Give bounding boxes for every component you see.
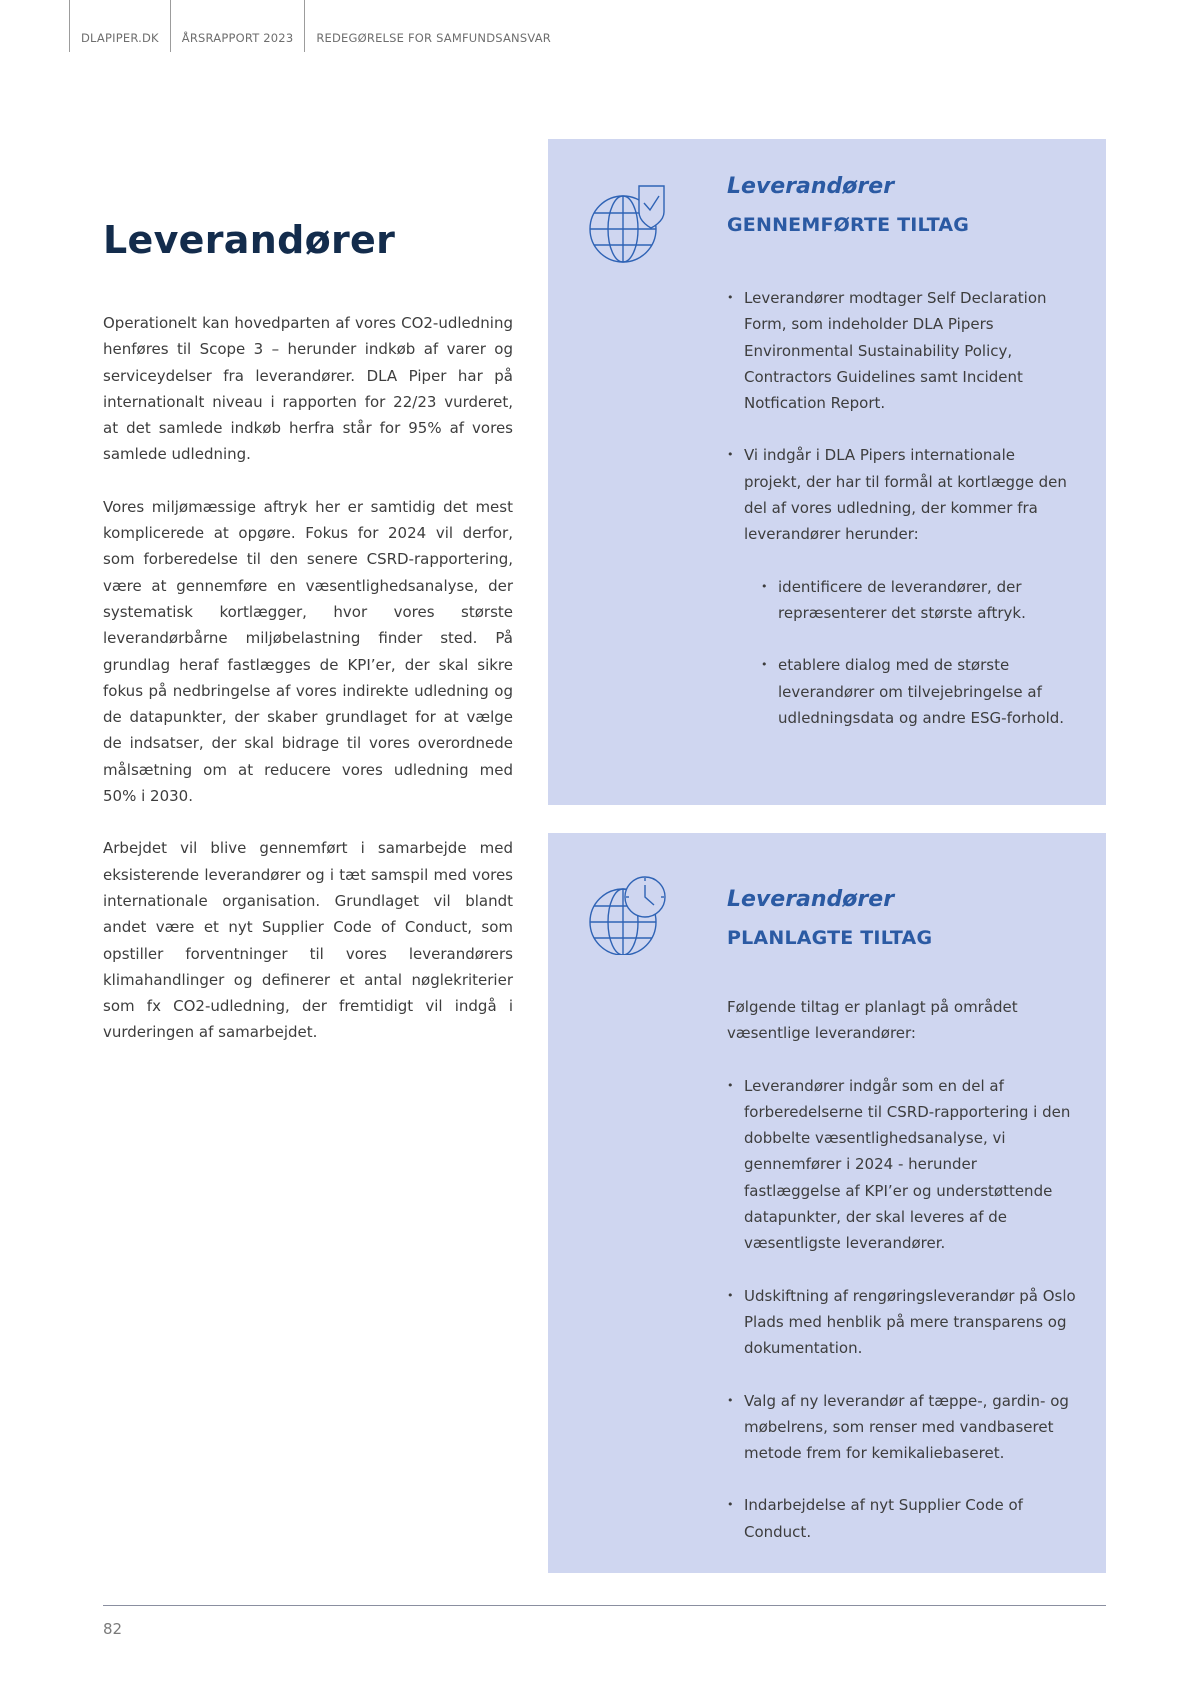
list-item: • Udskiftning af rengøringsleverandør på Oslo Plads med henblik på mere transparens og dokumentation. bbox=[727, 1283, 1076, 1362]
panel-intro: Følgende tiltag er planlagt på området væsentlige leverandører: bbox=[727, 998, 1018, 1043]
panel-subtitle: GENNEMFØRTE TILTAG bbox=[727, 214, 970, 236]
nav-item-website[interactable]: DLAPIPER.DK bbox=[69, 0, 170, 52]
panel-title: Leverandører bbox=[727, 887, 895, 912]
planned-list bbox=[727, 1073, 1076, 1545]
paragraph: Vores miljømæssige aftryk her er samtidig det mest komplicerede at opgøre. Fokus for 2024 vil derfor, som forberedelse til den senere CSRD-rapportering, være at gennemføre en væsentlighedsanalyse, der systematisk kortlægger, hvor vores største leverandørbårne miljøbelastning finder sted. På grundlag heraf fastlægges de KPI’er, der skal sikre fokus på nedbringelse af vores indirekte udledning og de datapunkter, der skaber grundlaget for at vælge de indsatser, der skal bidrage til vores overordnede målsætning om at reducere vores udledning med 50% i 2030. bbox=[103, 497, 513, 806]
list-item: • Leverandører indgår som en del af forberedelserne til CSRD-rapportering i den dobbelte væsentlighedsanalyse, vi gennemfører i 2024 - herunder fastlæggelse af KPI’er og understøttende datapunkter, der skal leveres af de væsentligste leverandører. bbox=[727, 1073, 1076, 1257]
top-navigation bbox=[69, 0, 562, 52]
sub-list-item: • identificere de leverandører, der repræsenterer det største aftryk. bbox=[761, 574, 1076, 627]
body-text bbox=[103, 310, 513, 1072]
sub-initiative-list bbox=[761, 574, 1076, 731]
list-item: • Indarbejdelse af nyt Supplier Code of Conduct. bbox=[727, 1492, 1076, 1545]
sub-list-item: • etablere dialog med de største leverandører om tilvejebringelse af udledningsdata og andre ESG-forhold. bbox=[761, 652, 1076, 731]
footer-divider bbox=[103, 1605, 1106, 1606]
paragraph: Operationelt kan hovedparten af vores CO2-udledning henføres til Scope 3 – herunder indkøb af varer og serviceydelser fra leverandører. DLA Piper har på internationalt niveau i rapporten for 22/23 vurderet, at det samlede indkøb herfra står for 95% af vores samlede udledning. bbox=[103, 314, 513, 464]
page-heading: Leverandører bbox=[103, 218, 396, 262]
panel-title: Leverandører bbox=[727, 174, 895, 199]
paragraph: Arbejdet vil blive gennemført i samarbejde med eksisterende leverandører og i tæt samspil med vores internationale organisation. Grundlaget vil blandt andet være et nyt Supplier Code of Conduct, som opstiller forventninger til vores leverandørers klimahandlinger og definerer et antal nøglekriterier som fx CO2-udledning, der fremtidigt vil indgå i vurderingen af samarbejdet. bbox=[103, 839, 513, 1042]
list-item: • Leverandører modtager Self Declaration Form, som indeholder DLA Pipers Environmental Sustainability Policy, Contractors Guidelines samt Incident Notfication Report. bbox=[727, 285, 1076, 416]
panel-subtitle: PLANLAGTE TILTAG bbox=[727, 927, 933, 949]
list-item bbox=[727, 442, 1076, 731]
list-item: • Valg af ny leverandør af tæppe-, gardin- og møbelrens, som renser med vandbaseret metode frem for kemikaliebaseret. bbox=[727, 1388, 1076, 1467]
completed-initiatives-panel bbox=[548, 139, 1106, 805]
nav-item-annual-report[interactable]: ÅRSRAPPORT 2023 bbox=[170, 0, 305, 52]
panel-content bbox=[727, 173, 1076, 757]
panel-content bbox=[727, 886, 1076, 1571]
globe-clock-icon bbox=[588, 875, 666, 955]
initiative-list bbox=[727, 285, 1076, 731]
nav-item-csr-report[interactable]: REDEGØRELSE FOR SAMFUNDSANSVAR bbox=[304, 0, 562, 52]
page-number: 82 bbox=[103, 1620, 123, 1638]
list-item-text: Vi indgår i DLA Pipers internationale projekt, der har til formål at kortlægge den del af vores udledning, der kommer fra leverandører herunder: bbox=[744, 446, 1067, 544]
globe-shield-check-icon bbox=[588, 184, 666, 264]
planned-initiatives-panel bbox=[548, 833, 1106, 1573]
